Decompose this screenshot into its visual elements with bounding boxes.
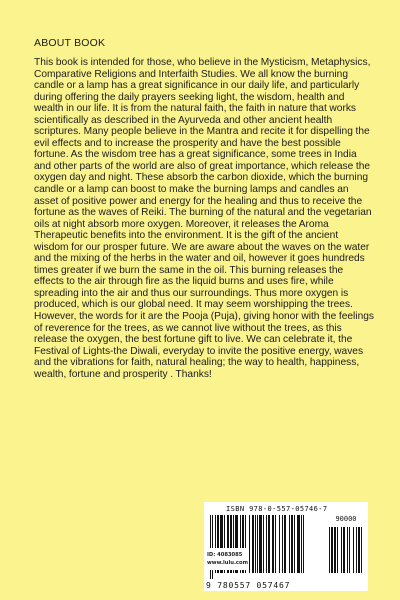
isbn-barcode-panel <box>204 502 368 591</box>
price-addon-barcode <box>329 527 363 579</box>
barcode-bar <box>349 527 350 573</box>
publisher-url: www.lulu.com <box>207 560 248 566</box>
barcode-bar <box>331 527 333 573</box>
isbn-label: ISBN 978-0-557-05746-7 <box>226 505 328 513</box>
barcode-bar <box>301 515 302 573</box>
publisher-id-box <box>204 548 247 570</box>
barcode-bar <box>291 515 293 573</box>
barcode-bar <box>284 515 286 573</box>
barcode-bar <box>356 527 357 573</box>
barcode-bar <box>358 527 360 573</box>
book-description: This book is intended for those, who believe in the Mysticism, Metaphysics, Comparative Religions and Interfaith Studies. We all know the burning candle or a lamp has a great significance in our daily life, and particularly during offering the daily prayers seeking light, the wisdom, health and wealth in our life. It is from the natural faith, the faith in nature that works scientifically as described in the Ayurveda and other ancient health scriptures. Many people believe in the Mantra and recite it for dispelling the evil effects and to increase the prosperity and have the best possible fortune. As the wisdom tree has a great significance, some trees in India and other parts of the world are also of great importance, which release the oxygen day and night. These absorb the carbon dioxide, which the burning candle or a lamp can boost to make the burning lamps and candles an asset of positive power and energy for the healing and thus to receive the fortune as the waves of Reiki. The burning of the natural and the vegetarian oils at night absorb more oxygen. Moreover, it releases the Aroma Therapeutic benefits into the environment. It is the gift of the ancient wisdom for our prosper future. We are aware about the waves on the water and the mixing of the herbs in the water and oil, however it goes hundreds times greater if we burn the same in the oil. This burning releases the effects to the air through fire as the liquid burns and uses fire, while spreading into the air and thus our surroundings. Thus more oxygen is produced, which is our global need. It may seem worshipping the trees. However, the words for it are the Pooja (Puja), giving honor with the feelings of reverence for the trees, as we cannot live without the trees, as this release the oxygen, the best fortune gift to live. We can celebrate it, the Festival of Lights-the Diwali, everyday to invite the positive energy, waves and the vibrations for faith, natural healing; the way to health, happiness, wealth, fortune and prosperity . Thanks! <box>34 57 374 380</box>
barcode-bar <box>282 515 283 573</box>
barcode-bar <box>289 515 290 573</box>
barcode-bar <box>275 515 276 573</box>
barcode-bar <box>279 515 280 573</box>
barcode-bar <box>361 527 362 573</box>
barcode-bar <box>303 515 304 573</box>
barcode-bar <box>347 527 348 573</box>
barcode-bar <box>297 515 300 573</box>
barcode-bar <box>257 515 258 573</box>
barcode-bar <box>272 515 274 573</box>
barcode-bar <box>294 515 295 573</box>
barcode-bar <box>329 527 330 573</box>
barcode-bar <box>343 527 345 573</box>
barcode-bar <box>341 527 342 573</box>
barcode-bar <box>337 527 338 573</box>
barcode-bar <box>263 515 264 573</box>
barcode-bar <box>334 527 336 573</box>
publisher-id: ID: 4083085 <box>207 552 243 558</box>
barcode-bar <box>249 515 250 573</box>
barcode-bar <box>266 515 267 573</box>
barcode-digits: 9 780557 057467 <box>206 581 291 590</box>
barcode-bar <box>353 527 354 573</box>
barcode-bar <box>255 515 256 573</box>
barcode-bar <box>252 515 254 573</box>
about-book-heading: ABOUT BOOK <box>34 37 106 49</box>
barcode-bar <box>259 515 262 573</box>
barcode-bar <box>268 515 270 573</box>
price-code-label: 90000 <box>335 515 357 523</box>
